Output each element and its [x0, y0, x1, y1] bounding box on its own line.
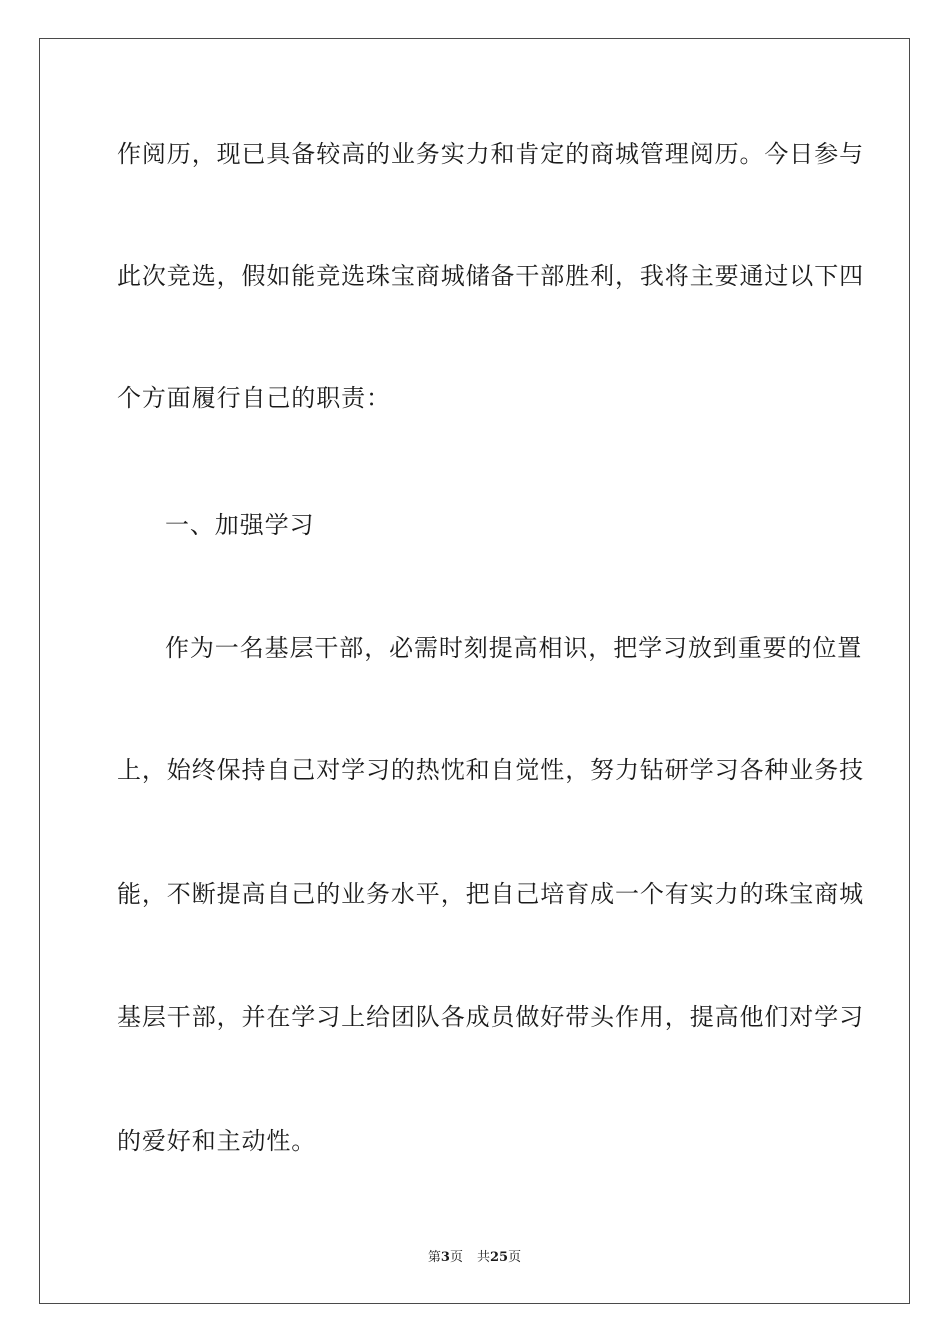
- body-line-9: 的爱好和主动性。: [117, 1127, 317, 1155]
- footer-total-suffix: 页: [508, 1250, 522, 1265]
- body-line-6: 上，始终保持自己对学习的热忱和自觉性，努力钻研学习各种业务技: [117, 756, 864, 784]
- section-heading: 一、加强学习: [165, 511, 315, 539]
- document-page: [39, 38, 910, 1304]
- body-line-3: 个方面履行自己的职责：: [117, 384, 391, 412]
- footer-total-pages: 25: [489, 1250, 509, 1265]
- body-line-2: 此次竞选，假如能竞选珠宝商城储备干部胜利，我将主要通过以下四: [117, 262, 864, 290]
- body-line-7: 能，不断提高自己的业务水平，把自己培育成一个有实力的珠宝商城: [117, 880, 864, 908]
- body-line-5: 作为一名基层干部，必需时刻提高相识，把学习放到重要的位置: [165, 634, 863, 662]
- footer-page-number: 3: [440, 1250, 450, 1265]
- footer-page-prefix: 第: [427, 1250, 441, 1265]
- body-line-1: 作阅历，现已具备较高的业务实力和肯定的商城管理阅历。今日参与: [117, 140, 864, 168]
- footer-total-prefix: 共: [476, 1250, 490, 1265]
- footer-page-suffix: 页: [449, 1250, 463, 1265]
- body-line-8: 基层干部，并在学习上给团队各成员做好带头作用，提高他们对学习: [117, 1003, 864, 1031]
- page-footer: [40, 1250, 909, 1266]
